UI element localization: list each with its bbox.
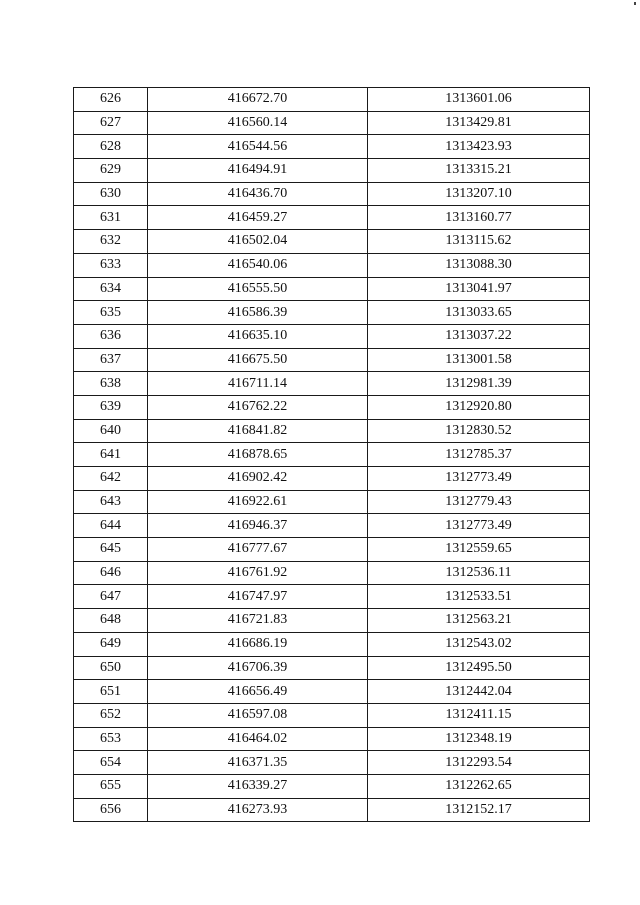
x-coordinate-cell: 416747.97 <box>148 585 368 609</box>
y-coordinate-cell: 1312533.51 <box>368 585 590 609</box>
x-coordinate-cell: 416706.39 <box>148 656 368 680</box>
table-row <box>74 467 590 491</box>
point-number-cell: 631 <box>74 206 148 230</box>
x-coordinate-cell: 416464.02 <box>148 727 368 751</box>
point-number-cell: 634 <box>74 277 148 301</box>
y-coordinate-cell: 1312779.43 <box>368 490 590 514</box>
point-number-cell: 627 <box>74 111 148 135</box>
table-row <box>74 348 590 372</box>
point-number-cell: 653 <box>74 727 148 751</box>
table-row <box>74 609 590 633</box>
y-coordinate-cell: 1313601.06 <box>368 88 590 112</box>
y-coordinate-cell: 1312920.80 <box>368 395 590 419</box>
point-number-cell: 652 <box>74 703 148 727</box>
x-coordinate-cell: 416540.06 <box>148 253 368 277</box>
x-coordinate-cell: 416502.04 <box>148 230 368 254</box>
y-coordinate-cell: 1312348.19 <box>368 727 590 751</box>
point-number-cell: 640 <box>74 419 148 443</box>
y-coordinate-cell: 1312559.65 <box>368 538 590 562</box>
x-coordinate-cell: 416339.27 <box>148 774 368 798</box>
point-number-cell: 650 <box>74 656 148 680</box>
scan-mark <box>634 2 636 5</box>
table-row <box>74 490 590 514</box>
x-coordinate-cell: 416777.67 <box>148 538 368 562</box>
coordinate-table <box>73 87 590 822</box>
point-number-cell: 643 <box>74 490 148 514</box>
table-row <box>74 111 590 135</box>
y-coordinate-cell: 1313115.62 <box>368 230 590 254</box>
table-row <box>74 301 590 325</box>
y-coordinate-cell: 1313041.97 <box>368 277 590 301</box>
x-coordinate-cell: 416946.37 <box>148 514 368 538</box>
x-coordinate-cell: 416597.08 <box>148 703 368 727</box>
y-coordinate-cell: 1313207.10 <box>368 182 590 206</box>
point-number-cell: 642 <box>74 467 148 491</box>
point-number-cell: 654 <box>74 751 148 775</box>
x-coordinate-cell: 416586.39 <box>148 301 368 325</box>
table-row <box>74 632 590 656</box>
point-number-cell: 646 <box>74 561 148 585</box>
y-coordinate-cell: 1312773.49 <box>368 514 590 538</box>
y-coordinate-cell: 1313429.81 <box>368 111 590 135</box>
y-coordinate-cell: 1312773.49 <box>368 467 590 491</box>
table-row <box>74 230 590 254</box>
point-number-cell: 626 <box>74 88 148 112</box>
point-number-cell: 636 <box>74 324 148 348</box>
y-coordinate-cell: 1313001.58 <box>368 348 590 372</box>
x-coordinate-cell: 416436.70 <box>148 182 368 206</box>
x-coordinate-cell: 416902.42 <box>148 467 368 491</box>
table-row <box>74 514 590 538</box>
table-row <box>74 88 590 112</box>
table-row <box>74 135 590 159</box>
point-number-cell: 656 <box>74 798 148 822</box>
y-coordinate-cell: 1312563.21 <box>368 609 590 633</box>
x-coordinate-cell: 416371.35 <box>148 751 368 775</box>
y-coordinate-cell: 1312411.15 <box>368 703 590 727</box>
coordinate-table-body <box>74 88 590 822</box>
point-number-cell: 647 <box>74 585 148 609</box>
point-number-cell: 651 <box>74 680 148 704</box>
x-coordinate-cell: 416635.10 <box>148 324 368 348</box>
table-row <box>74 277 590 301</box>
x-coordinate-cell: 416273.93 <box>148 798 368 822</box>
point-number-cell: 649 <box>74 632 148 656</box>
x-coordinate-cell: 416721.83 <box>148 609 368 633</box>
y-coordinate-cell: 1313315.21 <box>368 159 590 183</box>
x-coordinate-cell: 416656.49 <box>148 680 368 704</box>
x-coordinate-cell: 416922.61 <box>148 490 368 514</box>
table-row <box>74 751 590 775</box>
y-coordinate-cell: 1312543.02 <box>368 632 590 656</box>
x-coordinate-cell: 416560.14 <box>148 111 368 135</box>
y-coordinate-cell: 1312495.50 <box>368 656 590 680</box>
x-coordinate-cell: 416675.50 <box>148 348 368 372</box>
x-coordinate-cell: 416841.82 <box>148 419 368 443</box>
table-row <box>74 774 590 798</box>
point-number-cell: 638 <box>74 372 148 396</box>
table-row <box>74 656 590 680</box>
y-coordinate-cell: 1312981.39 <box>368 372 590 396</box>
point-number-cell: 655 <box>74 774 148 798</box>
point-number-cell: 645 <box>74 538 148 562</box>
y-coordinate-cell: 1312442.04 <box>368 680 590 704</box>
table-row <box>74 443 590 467</box>
y-coordinate-cell: 1312262.65 <box>368 774 590 798</box>
table-row <box>74 798 590 822</box>
y-coordinate-cell: 1312830.52 <box>368 419 590 443</box>
table-row <box>74 206 590 230</box>
y-coordinate-cell: 1312152.17 <box>368 798 590 822</box>
table-row <box>74 419 590 443</box>
y-coordinate-cell: 1312293.54 <box>368 751 590 775</box>
y-coordinate-cell: 1313033.65 <box>368 301 590 325</box>
table-row <box>74 680 590 704</box>
x-coordinate-cell: 416761.92 <box>148 561 368 585</box>
x-coordinate-cell: 416494.91 <box>148 159 368 183</box>
point-number-cell: 648 <box>74 609 148 633</box>
point-number-cell: 632 <box>74 230 148 254</box>
table-row <box>74 727 590 751</box>
table-row <box>74 395 590 419</box>
point-number-cell: 630 <box>74 182 148 206</box>
point-number-cell: 641 <box>74 443 148 467</box>
x-coordinate-cell: 416686.19 <box>148 632 368 656</box>
y-coordinate-cell: 1313037.22 <box>368 324 590 348</box>
point-number-cell: 644 <box>74 514 148 538</box>
point-number-cell: 639 <box>74 395 148 419</box>
y-coordinate-cell: 1313160.77 <box>368 206 590 230</box>
point-number-cell: 629 <box>74 159 148 183</box>
point-number-cell: 633 <box>74 253 148 277</box>
x-coordinate-cell: 416555.50 <box>148 277 368 301</box>
point-number-cell: 628 <box>74 135 148 159</box>
y-coordinate-cell: 1313423.93 <box>368 135 590 159</box>
table-row <box>74 561 590 585</box>
table-row <box>74 182 590 206</box>
point-number-cell: 637 <box>74 348 148 372</box>
x-coordinate-cell: 416459.27 <box>148 206 368 230</box>
table-row <box>74 585 590 609</box>
table-row <box>74 703 590 727</box>
table-row <box>74 159 590 183</box>
x-coordinate-cell: 416878.65 <box>148 443 368 467</box>
table-row <box>74 538 590 562</box>
x-coordinate-cell: 416544.56 <box>148 135 368 159</box>
table-row <box>74 324 590 348</box>
table-row <box>74 253 590 277</box>
y-coordinate-cell: 1313088.30 <box>368 253 590 277</box>
table-row <box>74 372 590 396</box>
y-coordinate-cell: 1312785.37 <box>368 443 590 467</box>
point-number-cell: 635 <box>74 301 148 325</box>
x-coordinate-cell: 416672.70 <box>148 88 368 112</box>
x-coordinate-cell: 416711.14 <box>148 372 368 396</box>
y-coordinate-cell: 1312536.11 <box>368 561 590 585</box>
x-coordinate-cell: 416762.22 <box>148 395 368 419</box>
